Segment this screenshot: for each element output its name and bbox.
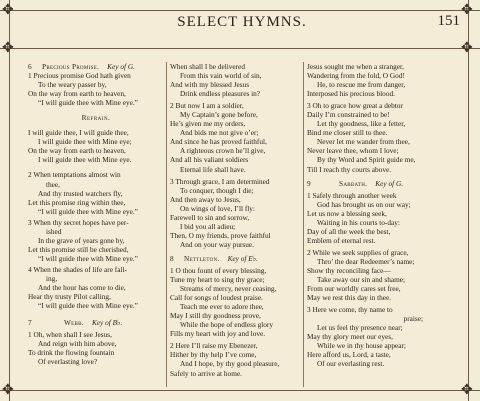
verse-line: May we rest this day in thee.: [307, 293, 392, 303]
verse-line: Tune my heart to sing thy grace;: [170, 275, 265, 285]
verse-line: 2 But now I am a soldier,: [170, 101, 244, 111]
column-divider-1: [166, 62, 167, 387]
verse-line: 3 When thy secret hopes have per-: [28, 217, 129, 227]
verse-line: While the hope of endless glory: [180, 320, 274, 330]
verse-line: Safely to arrive at home.: [170, 368, 242, 378]
verse-line: 3 Oh to grace how great a debtor: [307, 101, 403, 111]
verse-line: Emblem of eternal rest.: [307, 235, 376, 245]
verse-line: 2 Here I’ll raise my Ebenezer,: [170, 341, 258, 351]
ornament-bottom-right-icon: ✥: [461, 382, 473, 398]
hymn-tune-name: Nettleton.: [184, 253, 220, 263]
verse-line: Daily I’m constrained to be!: [307, 110, 390, 120]
hymn-tune-name: Sabbath.: [339, 178, 368, 188]
verse-line: Fills my heart with joy and love.: [170, 329, 266, 339]
verse-line: Eternal life shall have.: [180, 164, 246, 174]
verse-line: From our worldly cares set free,: [307, 284, 401, 294]
ornament-top-right-icon: ✥: [461, 2, 473, 18]
verse-line: And on your way pursue.: [180, 239, 254, 249]
verse-line: Let us now a blessing seek,: [307, 208, 387, 218]
verse-line: “I will guide thee with Mine eye.”: [38, 98, 138, 108]
verse-line: Drink endless pleasures in?: [180, 89, 261, 99]
verse-line: To drink the flowing fountain: [28, 348, 115, 358]
verse-line: And reign with him above,: [38, 339, 117, 349]
verse-line: On the way from earth to heaven,: [28, 89, 126, 99]
verse-line: To the weary passer by,: [38, 80, 107, 90]
verse-line: By thy Word and Spirit guide me,: [317, 155, 416, 165]
verse-line: praise;: [403, 314, 423, 324]
column-left: [28, 62, 164, 366]
hymn-number: 6: [28, 62, 32, 71]
header-border-rule: [0, 48, 480, 49]
verse-line: Let us feel thy presence near;: [317, 323, 403, 333]
hymn-tune-name: Precious Promise.: [42, 62, 100, 71]
verse-line: Farewell to sin and sorrow,: [170, 212, 250, 222]
verse-line: 3 Through grace, I am determined: [170, 176, 270, 186]
page-number: 151: [437, 13, 460, 29]
verse-line: May I still thy goodness prove,: [170, 311, 261, 321]
hymn-key: Key of E♭.: [227, 253, 258, 263]
verse-line: May thy glory meet our eyes,: [307, 332, 393, 342]
verse-line: ished: [46, 226, 62, 236]
verse-line: To conquer, though I die;: [180, 185, 254, 195]
refrain-line: I will guide thee with Mine eye;: [38, 137, 132, 147]
verse-line: God has brought us on our way;: [317, 199, 411, 209]
verse-line: He, to rescue me from danger,: [317, 80, 406, 90]
verse-line: Interposed his precious blood.: [307, 89, 395, 99]
verse-line: Of our everlasting rest.: [317, 359, 385, 369]
refrain-line: I will guide thee with Mine eye.: [38, 155, 132, 165]
verse-line: thee,: [46, 179, 60, 189]
verse-line: Let this promise ring within thee,: [28, 197, 126, 207]
verse-line: 2 When temptations almost win: [28, 170, 121, 180]
refrain-heading: Refrain.: [81, 113, 111, 123]
verse-line: And with my blessed Jesus: [170, 80, 250, 90]
left-border-rule: [9, 0, 10, 401]
ornament-bottom-left-icon: ✥: [2, 382, 14, 398]
verse-line: ing,: [46, 273, 58, 283]
verse-line: And I hope, by thy good pleasure,: [180, 359, 280, 369]
bottom-border-rule: [0, 390, 480, 391]
verse-line: “I will guide thee with Mine eye.”: [38, 253, 138, 263]
hymn-key: Key of G.: [375, 178, 404, 188]
verse-line: In the grave of years gone by,: [38, 235, 125, 245]
verse-line: Wandering from the fold, O God!: [307, 71, 405, 81]
verse-line: Of everlasting love?: [38, 357, 98, 367]
verse-line: 1 Oh, when shall I see Jesus,: [28, 330, 112, 340]
hymn-key: Key of B♭.: [91, 318, 123, 328]
page-title: SELECT HYMNS.: [177, 14, 307, 30]
verse-line: Day of all the week the best,: [307, 226, 391, 236]
verse-line: 4 When the shades of life are fall-: [28, 264, 127, 274]
verse-line: 1 O thou fount of every blessing,: [170, 265, 267, 275]
verse-line: Never leave thee, whom I love;: [307, 146, 399, 156]
hymn-number: 7: [28, 318, 32, 328]
verse-line: Bind me closer still to thee.: [307, 128, 388, 138]
verse-line: Hear thy trusty Pilot calling,: [28, 292, 111, 302]
verse-line: And then away to Jesus,: [170, 194, 241, 204]
verse-line: When shall I be delivered: [170, 62, 245, 71]
verse-line: Thro’ the dear Redeemer’s name;: [317, 256, 415, 266]
verse-line: 1 Safely through another week: [307, 190, 397, 200]
verse-line: While we in thy house appear;: [317, 341, 406, 351]
ornament-mid-left-icon: ✥: [2, 40, 14, 56]
hymn-7-heading: [28, 318, 164, 327]
verse-line: And bids me not give o’er;: [180, 128, 259, 138]
verse-line: And the hour has come to die,: [38, 283, 126, 293]
verse-line: Then, O my friends, prove faithful: [170, 230, 271, 240]
verse-line: Let this promise still be cherished,: [28, 244, 129, 254]
hymn-8-heading: [170, 254, 306, 263]
verse-line: Streams of mercy, never ceasing,: [180, 284, 277, 294]
verse-line: And all his valiant soldiers: [170, 155, 249, 165]
verse-line: And thy trusted watchers fly,: [38, 188, 123, 198]
verse-line: 1 Precious promise God hath given: [28, 71, 131, 81]
verse-line: Hither by thy help I’ve come,: [170, 350, 257, 360]
page-header: [24, 8, 460, 36]
hymn-number: 8: [170, 253, 174, 263]
verse-line: 3 Here we come, thy name to: [307, 305, 393, 315]
hymn-key: Key of G.: [107, 62, 135, 71]
verse-line: Call for songs of loudest praise.: [170, 293, 263, 303]
verse-line: “I will guide thee with Mine eye.”: [38, 206, 138, 216]
verse-line: Till I reach thy courts above.: [307, 164, 392, 174]
verse-line: Never let me wander from thee,: [317, 137, 410, 147]
verse-line: He’s given me my orders,: [170, 119, 246, 129]
ornament-top-left-icon: ✥: [2, 2, 14, 18]
hymn-tune-name: Webb.: [64, 318, 84, 328]
verse-line: 2 While we seek supplies of grace,: [307, 247, 409, 257]
verse-line: Teach me ever to adore thee,: [180, 302, 264, 312]
verse-line: Take away our sin and shame;: [317, 275, 406, 285]
verse-line: My Captain’s gone before,: [180, 110, 258, 120]
refrain-line: On the way from earth to heaven,: [28, 146, 126, 156]
refrain-line: I will guide thee, I will guide thee,: [28, 128, 129, 138]
hymn-9-heading: [307, 179, 443, 188]
verse-line: From this vain world of sin,: [180, 71, 262, 81]
column-middle: [170, 62, 306, 378]
column-right: [307, 62, 443, 369]
verse-line: And since he has proved faithful,: [170, 137, 267, 147]
hymn-number: 9: [307, 178, 311, 188]
verse-line: A righteous crown he’ll give,: [180, 146, 266, 156]
right-border-rule: [468, 0, 469, 401]
verse-line: Show thy reconciling face—: [307, 265, 391, 275]
hymn-6-heading: [28, 62, 164, 71]
verse-line: Waiting in his courts to-day:: [317, 217, 400, 227]
ornament-mid-right-icon: ✥: [461, 40, 473, 56]
verse-line: Here afford us, Lord, a taste,: [307, 350, 391, 360]
verse-line: I bid you all adieu;: [180, 221, 236, 231]
verse-line: On wings of love, I’ll fly:: [180, 203, 255, 213]
verse-line: Let thy goodness, like a fetter,: [317, 119, 406, 129]
verse-line: “I will guide thee with Mine eye.”: [38, 301, 138, 311]
verse-line: Jesus sought me when a stranger,: [307, 62, 404, 71]
